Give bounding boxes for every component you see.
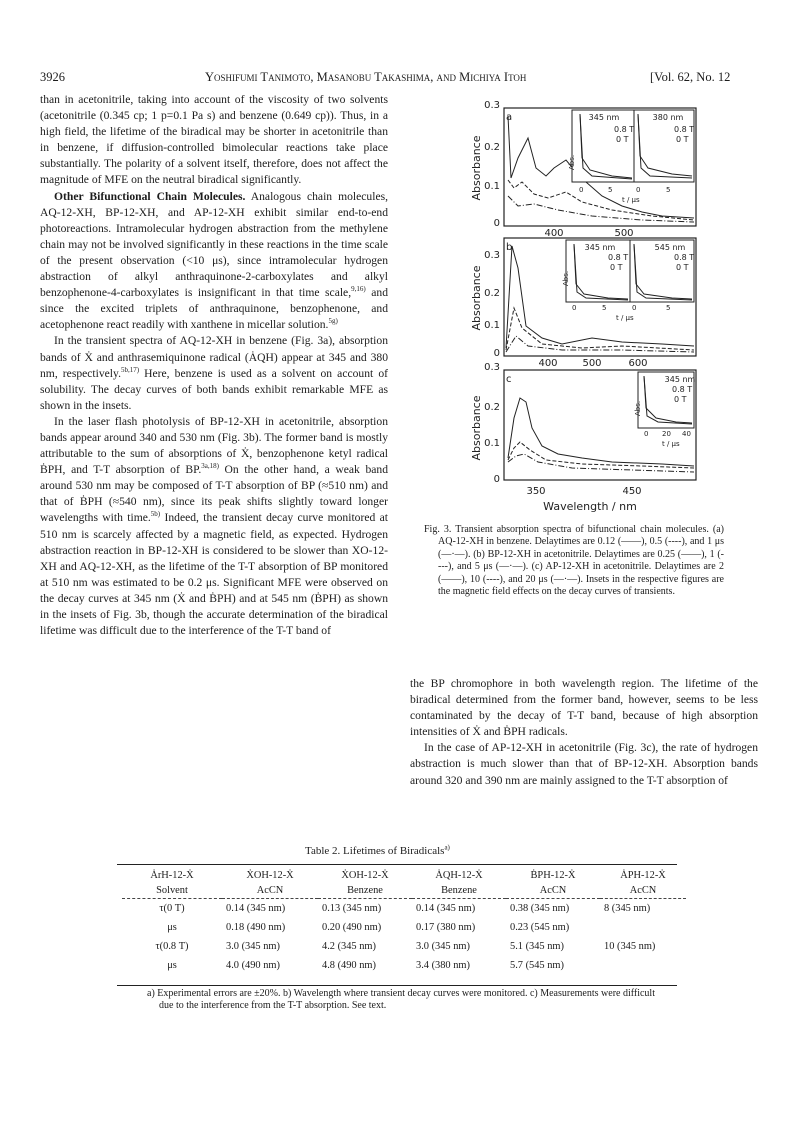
table-cell: 4.0 (490 nm): [226, 960, 280, 971]
field-label: 0 T: [674, 395, 687, 404]
header-cell: ȦQH-12-Ẋ: [435, 869, 483, 881]
header-cell: ẊOH-12-Ẋ: [246, 869, 294, 881]
x-tick: 450: [622, 486, 642, 497]
inset-tick: 5: [608, 186, 613, 194]
table-cell: 3.0 (345 nm): [416, 941, 470, 952]
y-tick: 0.2: [484, 288, 500, 299]
table-cell: 0.14 (345 nm): [416, 903, 476, 914]
paragraph: than in acetonitrile, taking into account of the viscosity of two solvents (acetonitrile (0.345 cp; 1 p=0.1 Pa s) and benzene (0.649 cp)). Thus, in a high field, the lifetime of the biradical may be shorter in acetonitrile than in benzene, if diffusion-controlled bimolecular reactions take place substantially. The polarity of a solvent itself, therefore, does not affect the magnitude of MFE on the neutral biradical significantly.: [40, 93, 388, 187]
inset-tick: 0: [632, 304, 637, 312]
inset-tick: 20: [662, 430, 671, 438]
panel-label-c: c: [506, 374, 512, 385]
table-cell: 4.8 (490 nm): [322, 960, 376, 971]
paragraph: In the transient spectra of AQ-12-XH in benzene (Fig. 3a), absorption bands of Ẋ and anthrasemiquinone radical (ȦQH) appear at 345 and 380 nm, respectively.$^{5b,17)}$ Here, benzene is used as a solvent on account of solubility. The decay curves of both bands exhibit remarkable MFE as shown in the insets.: [40, 334, 388, 412]
table-cell: 10 (345 nm): [604, 941, 656, 952]
y-tick: 0.3: [484, 100, 500, 111]
table-cell: 5.7 (545 nm): [510, 960, 564, 971]
header-cell: ȦrH-12-Ẋ: [150, 869, 194, 881]
panel-b: [470, 238, 696, 369]
spectrum-dashdot: [508, 196, 694, 222]
table-cell: 0.23 (545 nm): [510, 922, 570, 933]
table-cell: 4.2 (345 nm): [322, 941, 376, 952]
y-tick: 0.1: [484, 181, 500, 192]
running-authors: Yoshifumi Tanimoto, Masanobu Takashima, and Michiya Itoh: [205, 70, 527, 84]
header-cell: Benzene: [441, 884, 477, 896]
inset-x-label: t / μs: [662, 440, 680, 448]
y-tick: 0.3: [484, 250, 500, 261]
table-cell: 0.14 (345 nm): [226, 903, 286, 914]
inset-y-label: Abs.: [562, 270, 570, 286]
y-axis-label: Absorbance: [470, 135, 483, 201]
inset-y-label: Abs.: [634, 400, 642, 416]
paragraph: Other Bifunctional Chain Molecules. Analogous chain molecules, AQ-12-XH, BP-12-XH, and AP-12-XH exhibit similar end-to-end photoreactions. Intramolecular hydrogen abstraction from the methylene chain may not be involved significantly in these reactions in the time scale of the present observation (<10 μs), since intramolecular hydrogen abstraction of alkyl anthraquinone-2-carboxylates and alkyl benzophenone-4-carboxylates is insignificant in that time scale,$^{9,16)}$ and since the excited triplets of anthraquinone, benzophenone, and acetophenone react readily with xanthene in micellar solution.$^{5g)}$: [40, 189, 388, 332]
header-cell: ȦPH-12-Ẋ: [620, 869, 666, 881]
inset-x-label: t / μs: [622, 196, 640, 204]
spectrum-dashdot: [508, 454, 694, 472]
field-label: 0.8 T: [672, 385, 693, 394]
table-header-row: [122, 868, 686, 882]
field-label: 0 T: [610, 263, 623, 272]
table-cell: τ(0 T): [159, 903, 185, 914]
paragraph: In the laser flash photolysis of BP-12-XH in acetonitrile, absorption bands appear around 340 and 530 nm (Fig. 3b). The former band is mostly attributable to the sum of absorptions of Ẋ, benzophenone ketyl radical ḂPH, and T-T absorption of BP.$^{3a,18)}$ On the other hand, a weak band around 530 nm may be composed of T-T absorption of BP (≈510 nm) and that of ḂPH (≈540 nm), since its peak shifts slightly toward longer wavelengths with time.$^{5b)}$ Indeed, the transient decay curve monitored at 510 nm is scarcely affected by a magnetic field, as expected. Hydrogen abstraction reaction in BP-12-XH is considered to be slower than XO-12-XH and AQ-12-XH, as the lifetime of the T-T absorption of BP monitored at 510 nm was estimated to be 0.2 μs. Significant MFE were observed on the decay curves at 345 nm (Ẋ and ḂPH) and at 545 nm (ḂPH) as shown in the insets of Fig. 3b, though the accurate determination of the biradical lifetime was difficult due to the interference of the T-T band of: [40, 414, 389, 638]
x-axis-label: Wavelength / nm: [543, 500, 637, 513]
table-cell: 0.20 (490 nm): [322, 922, 382, 933]
table-cell: [600, 956, 686, 975]
table-rule-top: [117, 864, 677, 865]
field-label: 0.8 T: [608, 253, 629, 262]
inset-tick: 5: [666, 186, 671, 194]
left-column: [40, 92, 388, 639]
lifetimes-table: [122, 868, 686, 975]
header-cell: AcCN: [539, 884, 567, 896]
inset-y-label: Abs.: [568, 154, 576, 170]
y-tick: 0.3: [484, 362, 500, 373]
right-column: [410, 676, 758, 789]
table-cell: 3.0 (345 nm): [226, 941, 280, 952]
inset-tick: 0: [636, 186, 641, 194]
table-cell: 8 (345 nm): [604, 903, 651, 914]
inset-wavelength: 345 nm: [584, 243, 616, 252]
field-label: 0 T: [676, 263, 689, 272]
y-tick: 0: [493, 474, 500, 485]
y-tick: 0.2: [484, 142, 500, 153]
inset-tick: 5: [666, 304, 671, 312]
header-cell: Benzene: [347, 884, 383, 896]
inset-x-label: t / μs: [616, 314, 634, 322]
x-tick: 500: [614, 228, 634, 239]
running-volume: [Vol. 62, No. 12: [650, 70, 731, 84]
table-cell: μs: [167, 922, 177, 933]
y-tick: 0: [493, 348, 500, 359]
table-cell: [600, 918, 686, 937]
table-cell: 0.38 (345 nm): [510, 903, 570, 914]
header-cell: ḂPH-12-Ẋ: [530, 869, 576, 881]
x-tick: 400: [538, 358, 558, 369]
x-tick: 400: [544, 228, 564, 239]
x-tick: 600: [628, 358, 648, 369]
y-tick: 0.1: [484, 438, 500, 449]
inset-wavelength: 545 nm: [654, 243, 686, 252]
table-cell: 0.17 (380 nm): [416, 922, 476, 933]
caption-text: Fig. 3. Transient absorption spectra of bifunctional chain molecules. (a) AQ-12-XH in benzene. Delaytimes are 0.12 (——), 0.5 (----), and 1 μs (—·—). (b) BP-12-XH in acetonitrile. Delaytimes are 0.25 (——), 1 (----), and 5 μs (—·—). (c) AP-12-XH in acetonitrile. Delaytimes are 2 (——), 10 (----), and 20 μs (—·—). Insets in the respective figures are the magnetic field effects on the decay curves of transients.: [424, 524, 724, 598]
inset-wavelength: 380 nm: [652, 113, 684, 122]
table-cell: 5.1 (345 nm): [510, 941, 564, 952]
table-cell: τ(0.8 T): [155, 941, 189, 952]
panel-a: [470, 100, 696, 239]
panel-label-a: a: [506, 112, 513, 123]
figure-caption: [424, 524, 724, 598]
panel-c: [470, 362, 696, 513]
y-tick: 0: [493, 218, 500, 229]
spectrum-dashed: [506, 308, 694, 350]
table-header-row: [122, 882, 686, 899]
table-row: [122, 899, 686, 919]
y-axis-label: Absorbance: [470, 265, 483, 331]
field-label: 0 T: [676, 135, 689, 144]
page-number: 3926: [40, 70, 65, 84]
field-label: 0 T: [616, 135, 629, 144]
table-cell: 3.4 (380 nm): [416, 960, 470, 971]
y-tick: 0.2: [484, 402, 500, 413]
header-cell: AcCN: [629, 884, 657, 896]
header-cell: ẊOH-12-Ẋ: [341, 869, 389, 881]
inset-tick: 0: [572, 304, 577, 312]
paragraph: the BP chromophore in both wavelength region. The lifetime of the biradical determined from the former band, however, seems to be less contaminated by the decay of T-T band, because of high absorption intensities of Ẋ and ḂPH radicals.: [410, 677, 758, 739]
inset-tick: 40: [682, 430, 691, 438]
field-label: 0.8 T: [614, 125, 635, 134]
inset-wavelength: 345 nm: [664, 375, 696, 384]
table-title: Table 2. Lifetimes of Biradicals$^{a)}$: [305, 843, 450, 857]
table-cell: 0.18 (490 nm): [226, 922, 286, 933]
inset-wavelength: 345 nm: [588, 113, 620, 122]
header-cell: AcCN: [256, 884, 284, 896]
y-tick: 0.1: [484, 320, 500, 331]
field-label: 0.8 T: [674, 253, 695, 262]
table-cell: μs: [167, 960, 177, 971]
inset-tick: 5: [602, 304, 607, 312]
field-label: 0.8 T: [674, 125, 695, 134]
figure-3: [462, 98, 710, 518]
section-heading: Other Bifunctional Chain Molecules.: [54, 189, 246, 203]
table-row: [122, 937, 686, 956]
inset-tick: 0: [644, 430, 649, 438]
y-axis-label: Absorbance: [470, 395, 483, 461]
table-row: [122, 956, 686, 975]
table-footnote: [147, 988, 655, 1013]
inset-tick: 0: [579, 186, 584, 194]
table-rule-bottom: [117, 985, 677, 986]
x-tick: 500: [582, 358, 602, 369]
paragraph: In the case of AP-12-XH in acetonitrile (Fig. 3c), the rate of hydrogen abstraction is much slower than that of BP-12-XH. Absorption bands around 320 and 390 nm are mainly assigned to the T-T absorption of: [410, 741, 758, 787]
table-row: [122, 918, 686, 937]
header-cell: Solvent: [156, 884, 188, 896]
panel-label-b: b: [506, 242, 513, 253]
table-cell: 0.13 (345 nm): [322, 903, 382, 914]
x-tick: 350: [526, 486, 546, 497]
footnote-text: a) Experimental errors are ±20%. b) Wavelength where transient decay curves were monitored. c) Measurements were difficult due to the interference from the T-T absorption. See text.: [147, 988, 655, 1012]
